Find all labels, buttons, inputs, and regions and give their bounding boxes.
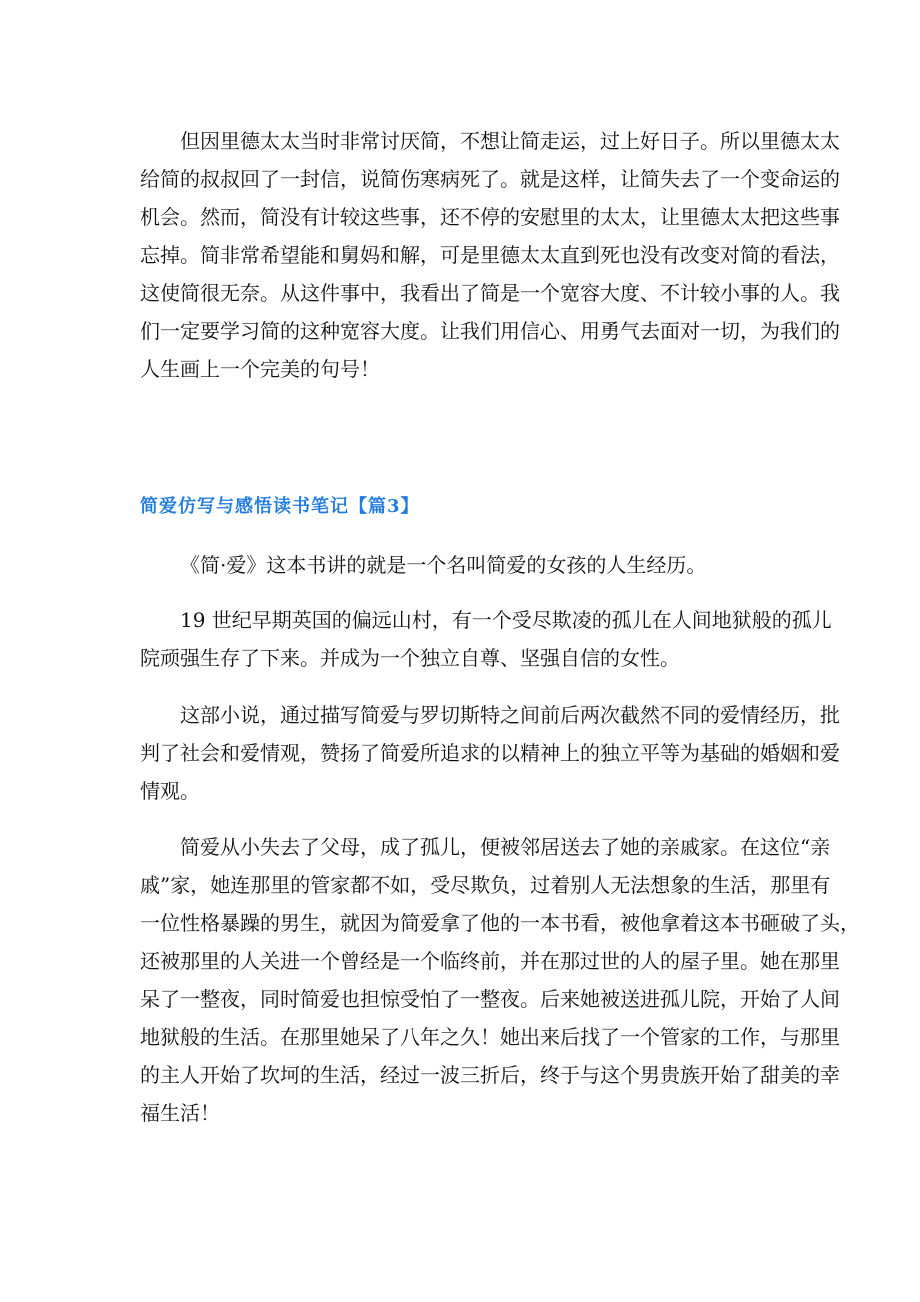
- text-line: 一位性格暴躁的男生，就因为简爱拿了他的一本书看，被他拿着这本书砸破了头，: [140, 911, 860, 935]
- paragraph-2: [140, 601, 832, 677]
- text-line: 地狱般的生活。在那里她呆了八年之久！她出来后找了一个管家的工作，与那里: [140, 1025, 840, 1049]
- text-line: 的主人开始了坎坷的生活，经过一波三折后，终于与这个男贵族开始了甜美的幸: [140, 1063, 840, 1087]
- text-line: 院顽强生存了下来。并成为一个独立自尊、坚强自信的女性。: [140, 646, 680, 670]
- text-line: 这部小说，通过描写简爱与罗切斯特之间前后两次截然不同的爱情经历，批: [180, 703, 840, 727]
- text-line: 们一定要学习简的这种宽容大度。让我们用信心、用勇气去面对一切，为我们的: [140, 319, 840, 343]
- text-line: 机会。然而，简没有计较这些事，还不停的安慰里的太太，让里德太太把这些事: [140, 205, 840, 229]
- text-line: 19 世纪早期英国的偏远山村，有一个受尽欺凌的孤儿在人间地狱般的孤儿: [180, 608, 832, 632]
- paragraph-1: [140, 546, 781, 584]
- text-line: 忘掉。简非常希望能和舅妈和解，可是里德太太直到死也没有改变对简的看法，: [140, 243, 840, 267]
- text-line: 判了社会和爱情观，赞扬了简爱所追求的以精神上的独立平等为基础的婚姻和爱: [140, 741, 840, 765]
- text-line: 简爱从小失去了父母，成了孤儿，便被邻居送去了她的亲戚家。在这位“亲: [180, 835, 831, 859]
- text-line: 这使简很无奈。从这件事中，我看出了简是一个宽容大度、不计较小事的人。我: [140, 281, 840, 305]
- text-line: 给简的叔叔回了一封信，说简伤寒病死了。就是这样，让简失去了一个变命运的: [140, 167, 840, 191]
- text-line: 呆了一整夜，同时简爱也担惊受怕了一整夜。后来她被送进孤儿院，开始了人间: [140, 987, 840, 1011]
- paragraph-4: [140, 828, 860, 1132]
- text-line: 福生活！: [140, 1101, 220, 1125]
- paragraph-3: [140, 696, 840, 810]
- paragraph-top: [140, 122, 840, 388]
- section-heading: 简爱仿写与感悟读书笔记【篇3】: [140, 496, 420, 517]
- text-line: 《简·爱》这本书讲的就是一个名叫简爱的女孩的人生经历。: [180, 553, 707, 577]
- text-line: 人生画上一个完美的句号！: [140, 357, 380, 381]
- text-line: 情观。: [140, 779, 200, 803]
- text-line: 戚”家，她连那里的管家都不如，受尽欺负，过着别人无法想象的生活，那里有: [140, 873, 831, 897]
- text-line: 但因里德太太当时非常讨厌简，不想让简走运，过上好日子。所以里德太太: [180, 129, 840, 153]
- text-line: 还被那里的人关进一个曾经是一个临终前，并在那过世的人的屋子里。她在那里: [140, 949, 840, 973]
